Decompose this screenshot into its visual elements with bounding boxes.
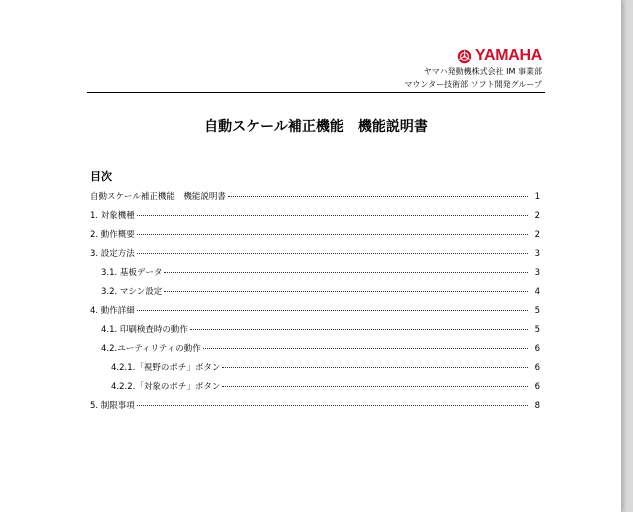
toc-dot-leader — [164, 291, 528, 292]
toc-entry-label[interactable]: 1. 対象機種 — [90, 211, 135, 221]
toc-entry-label[interactable]: 自動スケール補正機能 機能説明書 — [90, 192, 226, 202]
toc-entry-page-number[interactable]: 6 — [534, 382, 540, 392]
company-info — [404, 65, 542, 91]
document-title: 自動スケール補正機能 機能説明書 — [204, 119, 428, 135]
toc-entry-label[interactable]: 4.2.ユーティリティの動作 — [101, 344, 201, 354]
toc-entry-page-number[interactable]: 3 — [534, 249, 540, 259]
toc-dot-leader — [137, 310, 528, 311]
toc-entry-label[interactable]: 4.1. 印刷検査時の動作 — [101, 325, 188, 335]
toc-entry[interactable] — [90, 397, 540, 416]
toc-entry-page-number[interactable]: 5 — [534, 306, 540, 316]
logo-text: YAMAHA — [475, 47, 542, 64]
header-divider — [87, 92, 545, 93]
toc-entry-label[interactable]: 3.1. 基板データ — [101, 268, 163, 278]
toc-entry[interactable] — [90, 302, 540, 321]
toc-entry-label[interactable]: 4.2.1.「視野のポチ」ボタン — [111, 363, 221, 373]
toc-entry-label[interactable]: 4.2.2.「対象のポチ」ボタン — [111, 382, 221, 392]
toc-entry-page-number[interactable]: 3 — [534, 268, 540, 278]
toc-dot-leader — [203, 348, 528, 349]
company-line-2: マウンター技術部 ソフト開発グループ — [404, 80, 542, 89]
table-of-contents — [90, 188, 540, 416]
toc-dot-leader — [164, 272, 528, 273]
toc-entry[interactable] — [90, 226, 540, 245]
toc-entry[interactable] — [90, 207, 540, 226]
company-line-1: ヤマハ発動機株式会社 IM 事業部 — [423, 67, 542, 76]
toc-entry-label[interactable]: 3.2. マシン設定 — [101, 287, 163, 297]
toc-entry[interactable] — [90, 264, 540, 283]
toc-dot-leader — [137, 215, 528, 216]
toc-dot-leader — [222, 367, 528, 368]
toc-entry-page-number[interactable]: 1 — [534, 192, 540, 202]
toc-entry[interactable] — [90, 378, 540, 397]
toc-entry-label[interactable]: 3. 設定方法 — [90, 249, 135, 259]
toc-entry-page-number[interactable]: 5 — [534, 325, 540, 335]
toc-dot-leader — [222, 386, 528, 387]
toc-entry-label[interactable]: 2. 動作概要 — [90, 230, 135, 240]
toc-entry-label[interactable]: 4. 動作詳細 — [90, 306, 135, 316]
toc-entry[interactable] — [90, 245, 540, 264]
toc-entry[interactable] — [90, 359, 540, 378]
toc-entry[interactable] — [90, 340, 540, 359]
toc-entry-page-number[interactable]: 4 — [534, 287, 540, 297]
toc-entry[interactable] — [90, 283, 540, 302]
toc-entry[interactable] — [90, 188, 540, 207]
toc-entry[interactable] — [90, 321, 540, 340]
toc-dot-leader — [137, 253, 528, 254]
toc-dot-leader — [137, 234, 528, 235]
toc-dot-leader — [190, 329, 528, 330]
toc-dot-leader — [228, 196, 528, 197]
toc-heading: 目次 — [90, 170, 112, 183]
toc-entry-page-number[interactable]: 2 — [534, 211, 540, 221]
toc-dot-leader — [137, 405, 528, 406]
tuning-fork-emblem-icon — [457, 49, 472, 64]
toc-entry-page-number[interactable]: 2 — [534, 230, 540, 240]
yamaha-logo — [457, 48, 542, 64]
toc-entry-label[interactable]: 5. 制限事項 — [90, 401, 135, 411]
toc-entry-page-number[interactable]: 8 — [534, 401, 540, 411]
toc-entry-page-number[interactable]: 6 — [534, 344, 540, 354]
toc-entry-page-number[interactable]: 6 — [534, 363, 540, 373]
